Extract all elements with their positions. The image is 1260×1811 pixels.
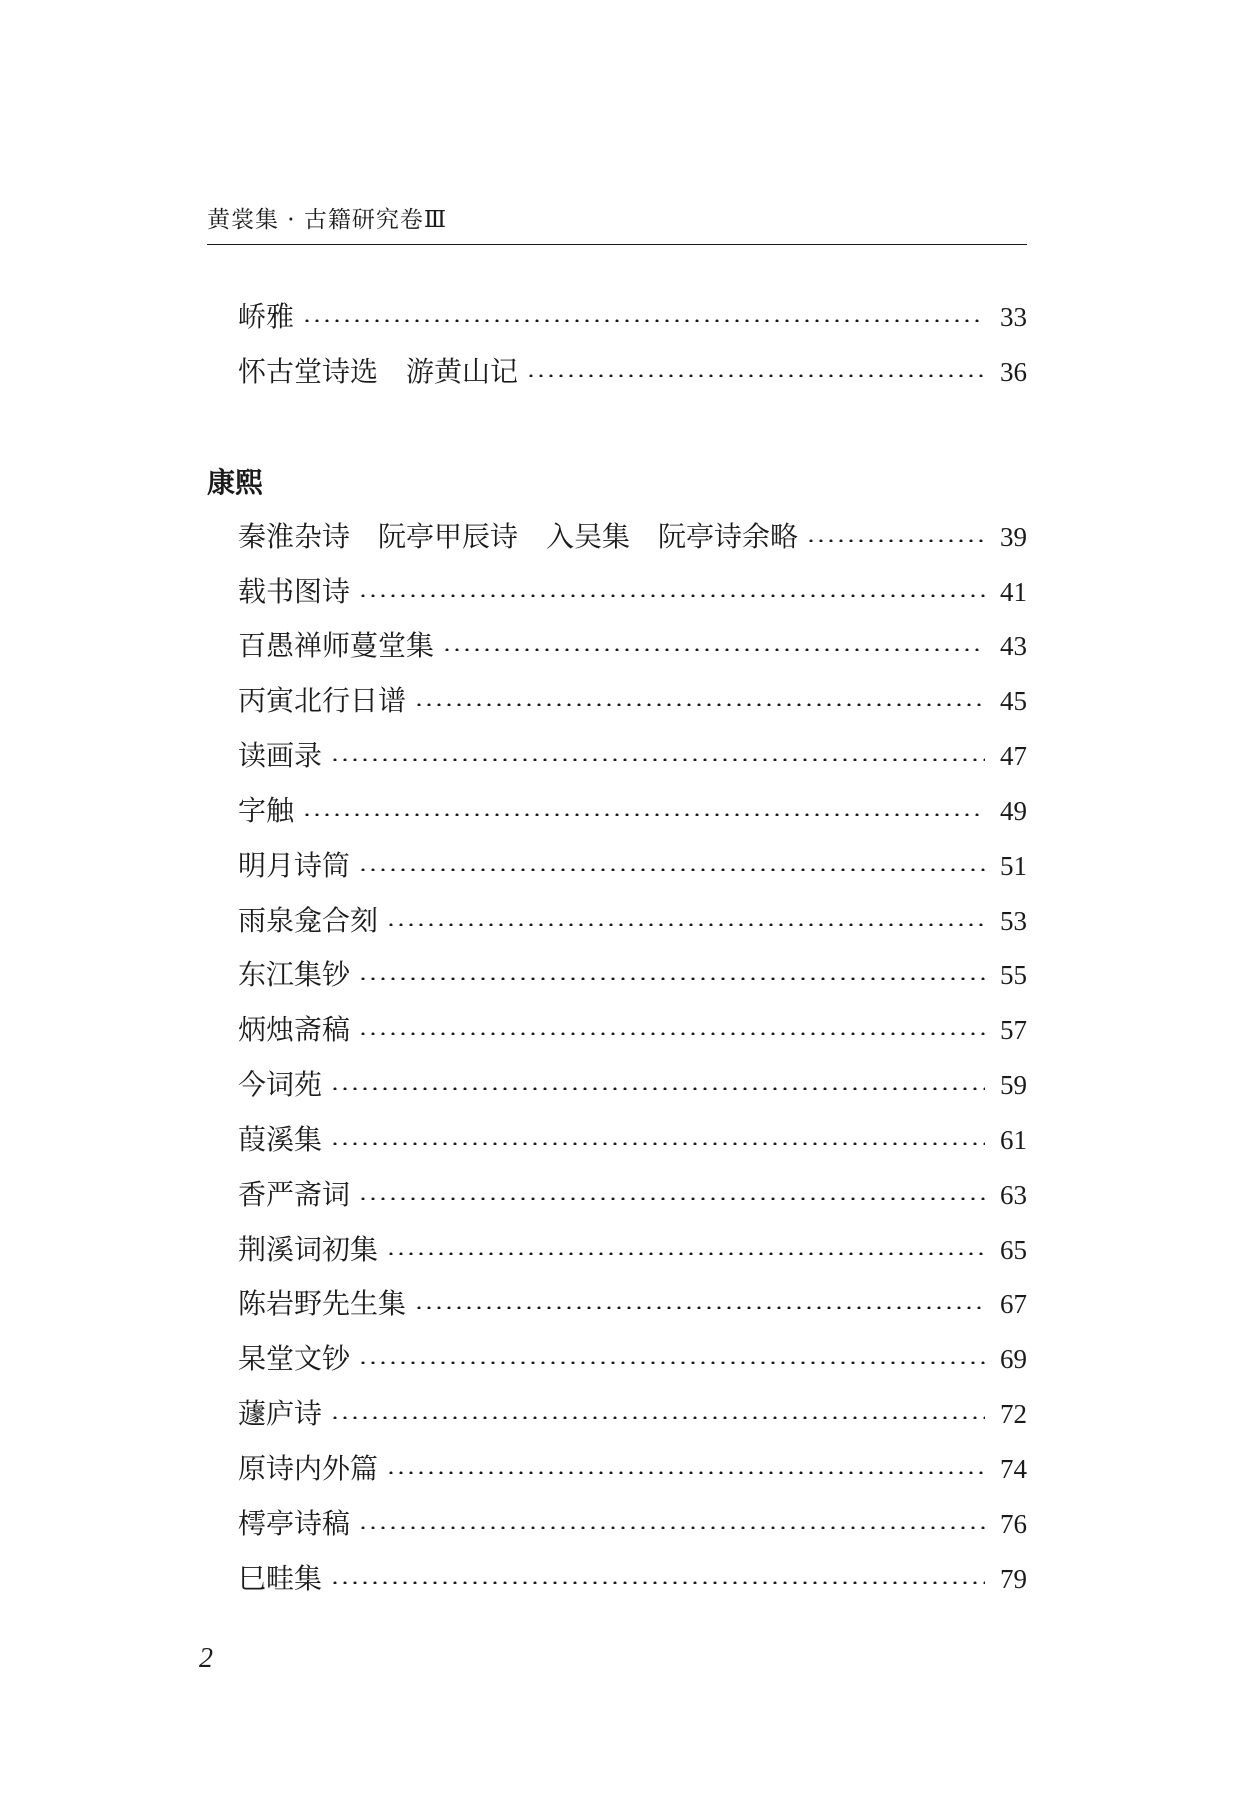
toc-entry-title: 香严斋词 [238,1178,351,1211]
toc-entry-title: 丙寅北行日谱 [238,684,407,717]
toc-entry[interactable] [238,295,1027,339]
toc-entry-title: 葭溪集 [238,1123,323,1156]
toc-entry-page: 53 [1000,906,1027,936]
toc-entry[interactable] [238,1392,1027,1436]
toc-entry-page: 57 [1000,1015,1027,1045]
toc-entry-title: 载书图诗 [238,575,351,608]
dot-leader [302,319,985,322]
toc-entry-page: 79 [1000,1564,1027,1594]
toc-entry-page: 63 [1000,1180,1027,1210]
toc-entry-page: 67 [1000,1289,1027,1319]
dot-leader [358,1526,985,1529]
toc-entry[interactable] [238,899,1027,943]
toc-entry[interactable] [238,570,1027,614]
toc-entry[interactable] [238,953,1027,997]
toc-entry-title: 陈岩野先生集 [238,1287,407,1320]
toc-entry-title: 峤雅 [238,300,295,333]
dot-leader [358,868,985,871]
toc-entry[interactable] [238,1557,1027,1601]
dot-leader [358,594,985,597]
toc-entry-title: 明月诗筒 [238,849,351,882]
dot-leader [330,1416,985,1419]
toc-entry-page: 33 [1000,302,1027,332]
dot-leader [302,813,985,816]
toc-entry[interactable] [238,1008,1027,1052]
toc-entry-page: 39 [1000,522,1027,552]
toc-entry-title: 樗亭诗稿 [238,1507,351,1540]
toc-entry-page: 43 [1000,631,1027,661]
toc-entry-page: 59 [1000,1070,1027,1100]
toc-entry[interactable] [238,789,1027,833]
toc-entry-title: 今词苑 [238,1068,323,1101]
toc-entry[interactable] [238,350,1027,394]
dot-leader [358,977,985,980]
dot-leader [442,648,985,651]
toc-entry[interactable] [238,1118,1027,1162]
dot-leader [358,1361,985,1364]
toc-entry[interactable] [238,1063,1027,1107]
toc-entry-title: 蘧庐诗 [238,1397,323,1430]
toc-entry-title: 字触 [238,794,295,827]
toc-entry-page: 47 [1000,741,1027,771]
toc-entry-page: 55 [1000,960,1027,990]
toc-entry-page: 49 [1000,796,1027,826]
dot-leader [806,539,985,542]
toc-entry-title: 杲堂文钞 [238,1342,351,1375]
toc-entry-page: 65 [1000,1235,1027,1265]
toc-entry-title: 秦淮杂诗 阮亭甲辰诗 入吴集 阮亭诗余略 [238,520,799,553]
toc-entry[interactable] [238,679,1027,723]
toc-entry[interactable] [238,1228,1027,1272]
dot-leader [330,1142,985,1145]
header-rule [207,244,1027,245]
dot-leader [414,1306,985,1309]
dot-leader [330,758,985,761]
toc-entry-page: 69 [1000,1344,1027,1374]
toc-entry[interactable] [238,515,1027,559]
dot-leader [386,1252,985,1255]
dot-leader [330,1087,985,1090]
toc-entry-title: 读画录 [238,739,323,772]
toc-entry-title: 荆溪词初集 [238,1233,379,1266]
toc-entry-page: 61 [1000,1125,1027,1155]
toc-entry-title: 百愚禅师蔓堂集 [238,629,435,662]
toc-entry[interactable] [238,624,1027,668]
toc-entry-title: 巳畦集 [238,1562,323,1595]
toc-entry-page: 72 [1000,1399,1027,1429]
running-head: 黄裳集 · 古籍研究卷Ⅲ [207,207,448,233]
dot-leader [330,1581,985,1584]
toc-entry-title: 东江集钞 [238,958,351,991]
toc-entry-page: 36 [1000,357,1027,387]
toc-entry-title: 怀古堂诗选 游黄山记 [238,355,519,388]
dot-leader [358,1197,985,1200]
section-heading-kangxi: 康熙 [207,466,264,499]
dot-leader [386,923,985,926]
toc-entry-page: 45 [1000,686,1027,716]
toc-entry-page: 51 [1000,851,1027,881]
dot-leader [386,1471,985,1474]
toc-entry[interactable] [238,1173,1027,1217]
toc-entry-page: 74 [1000,1454,1027,1484]
toc-entry-title: 原诗内外篇 [238,1452,379,1485]
dot-leader [414,703,985,706]
toc-entry-page: 76 [1000,1509,1027,1539]
toc-entry[interactable] [238,1502,1027,1546]
toc-entry-title: 雨泉龛合刻 [238,904,379,937]
toc-entry-title: 炳烛斋稿 [238,1013,351,1046]
toc-entry-page: 41 [1000,577,1027,607]
toc-entry[interactable] [238,1337,1027,1381]
toc-entry[interactable] [238,734,1027,778]
dot-leader [358,1032,985,1035]
toc-entry[interactable] [238,844,1027,888]
toc-entry[interactable] [238,1447,1027,1491]
toc-entry[interactable] [238,1282,1027,1326]
page-number: 2 [199,1643,213,1674]
dot-leader [526,374,985,377]
